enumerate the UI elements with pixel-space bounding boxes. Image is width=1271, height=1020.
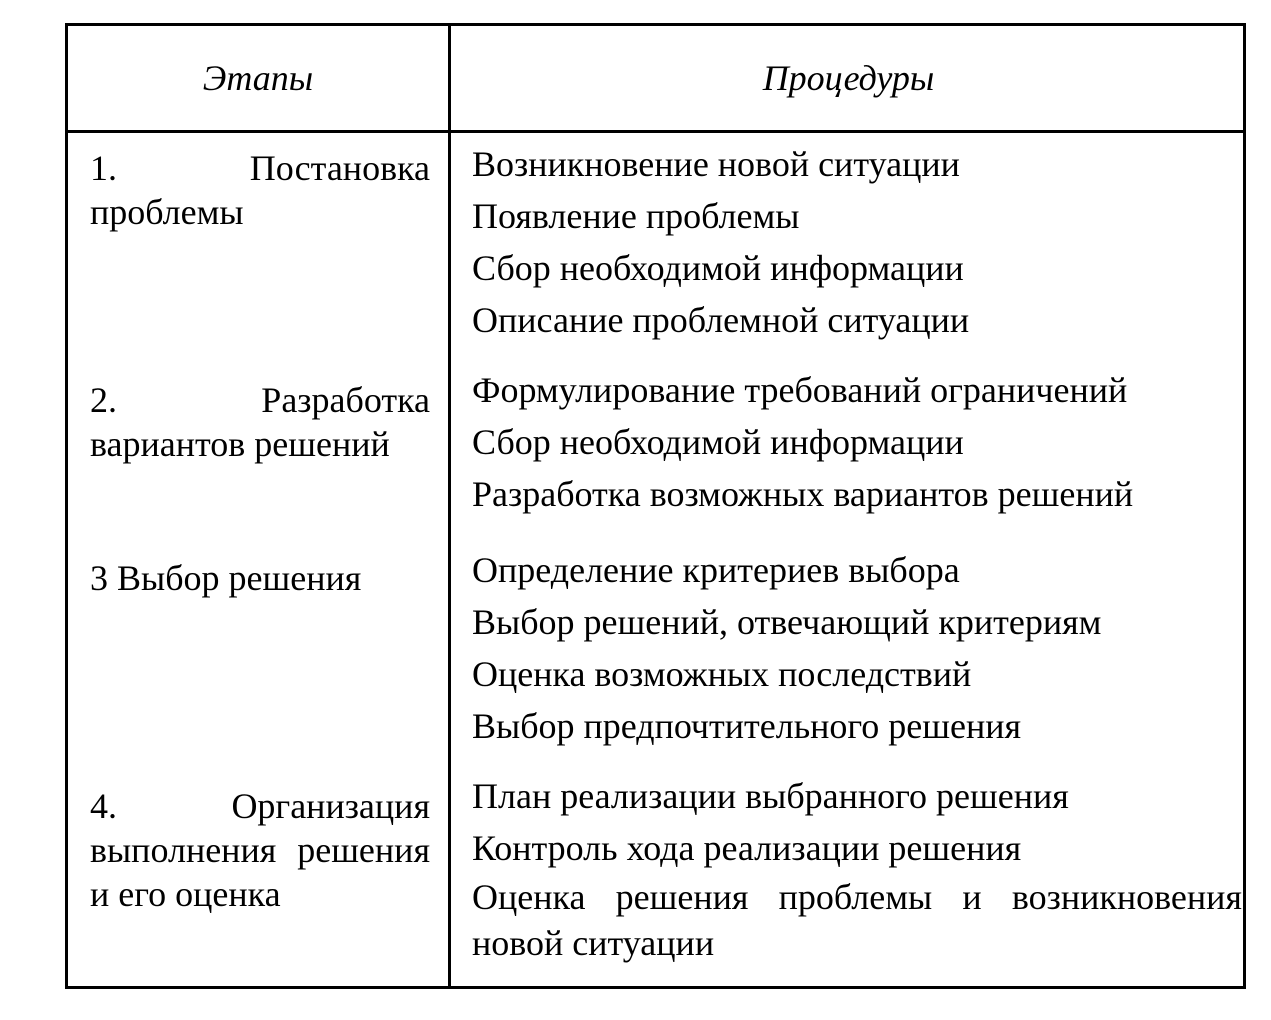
procedure-item: Сбор необходимой информации [472, 422, 964, 462]
procedure-item: Сбор необходимой информации [472, 248, 964, 288]
procedure-item: Появление проблемы [472, 196, 800, 236]
procedure-item: План реализации выбранного решения [472, 776, 1069, 816]
procedure-item: Формулирование требований ограничений [472, 370, 1128, 410]
procedure-item: Описание проблемной ситуации [472, 300, 970, 340]
stage-3: 3 Выбор решения [90, 558, 362, 598]
procedures-2 [472, 364, 1242, 520]
procedure-item: Разработка возможных вариантов решений [472, 474, 1134, 514]
procedure-item: Выбор решений, отвечающий критериям [472, 602, 1102, 642]
header-procedures: Процедуры [762, 58, 935, 98]
procedures-3 [472, 544, 1242, 752]
procedure-item: Возникновение новой ситуации [472, 144, 960, 184]
procedures-1 [472, 138, 1242, 346]
stage-4: 4. Организация выполнения решения и его оценка [90, 786, 430, 914]
stage-2: 2. Разработка вариантов решений [90, 380, 430, 464]
stage-1: 1. Постановка проблемы [90, 148, 430, 232]
procedure-item: Оценка возможных последствий [472, 654, 972, 694]
procedures-4 [472, 770, 1242, 966]
header-divider [68, 130, 1243, 133]
stages-procedures-table [65, 23, 1246, 989]
procedure-item: Контроль хода реализации решения [472, 828, 1022, 868]
procedure-item: Оценка решения проблемы и возникновения новой ситуации [472, 877, 1242, 963]
procedure-item: Определение критериев выбора [472, 550, 960, 590]
header-stages: Этапы [202, 58, 314, 98]
procedure-item: Выбор предпочтительного решения [472, 706, 1022, 746]
column-divider [448, 26, 451, 986]
